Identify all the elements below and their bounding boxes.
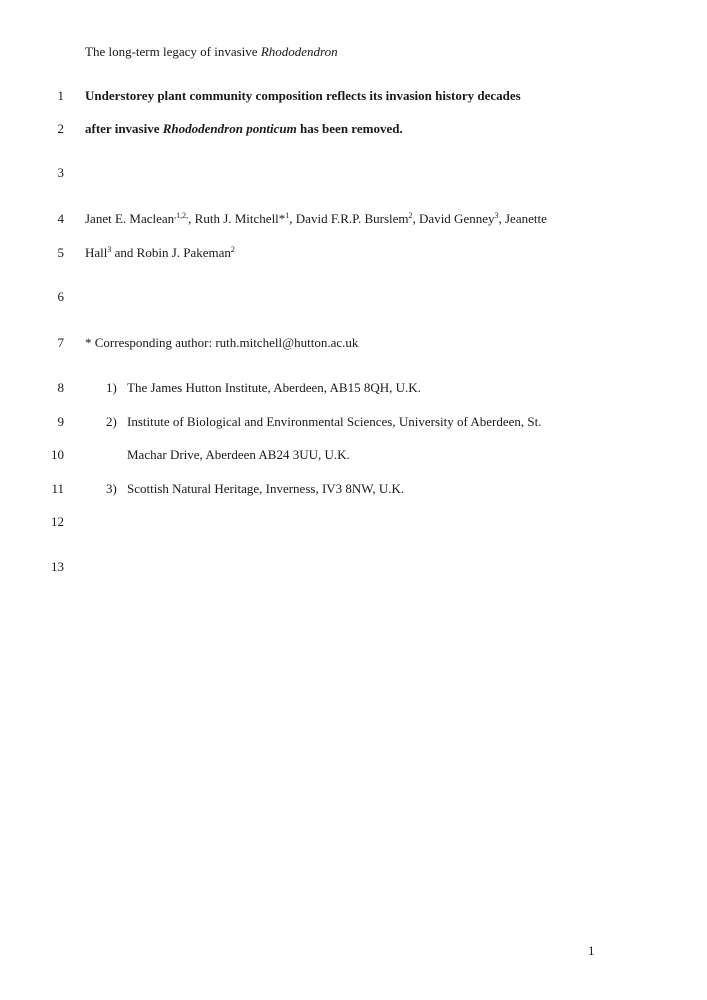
author-affiliation-marker: 3 — [107, 245, 112, 254]
line-number: 12 — [51, 514, 64, 529]
affiliation-text: Scottish Natural Heritage, Inverness, IV3 8NW, U.K. — [127, 481, 405, 496]
affiliation-number: 2) — [106, 414, 117, 429]
corresponding-author: * Corresponding author: ruth.mitchell@hutton.ac.uk — [85, 335, 359, 350]
author-name: Hall — [85, 245, 108, 260]
line-number: 3 — [57, 165, 64, 180]
author-line-2 — [85, 245, 235, 261]
author-affiliation-marker: ,1,2, — [174, 211, 189, 220]
title-species-italic: Rhododendron ponticum — [162, 121, 297, 136]
line-number: 13 — [51, 559, 64, 574]
line-number: 6 — [57, 289, 64, 304]
affiliation-number: 1) — [106, 380, 117, 395]
author-name: , David F.R.P. Burslem — [289, 211, 409, 226]
author-affiliation-marker: 2 — [230, 245, 235, 254]
affiliation-text: Institute of Biological and Environmental Sciences, University of Aberdeen, St. — [127, 414, 542, 429]
paper-title-line-2 — [85, 121, 403, 137]
author-line-1 — [85, 211, 547, 227]
page-number: 1 — [588, 943, 595, 958]
title-text: has been removed. — [296, 121, 403, 136]
line-number: 9 — [57, 414, 64, 429]
affiliation-text: The James Hutton Institute, Aberdeen, AB15 8QH, U.K. — [127, 380, 421, 395]
author-affiliation-marker: 3 — [494, 211, 499, 220]
line-number: 7 — [57, 335, 64, 350]
author-name: Janet E. Maclean — [85, 211, 175, 226]
author-affiliation-marker: 1 — [285, 211, 290, 220]
line-number: 5 — [57, 245, 64, 260]
paper-title-line-1: Understorey plant community composition reflects its invasion history decades — [85, 88, 521, 103]
running-header — [85, 44, 338, 60]
author-affiliation-marker: 2 — [408, 211, 413, 220]
author-name: , Jeanette — [498, 211, 547, 226]
line-number: 1 — [57, 88, 64, 103]
author-name: and Robin J. Pakeman — [111, 245, 231, 260]
running-header-italic: Rhododendron — [260, 44, 338, 59]
running-header-text: The long-term legacy of invasive — [85, 44, 261, 59]
affiliation-number: 3) — [106, 481, 117, 496]
title-text: after invasive — [85, 121, 163, 136]
line-number: 11 — [51, 481, 64, 496]
author-name: , Ruth J. Mitchell* — [188, 211, 286, 226]
line-number: 8 — [57, 380, 64, 395]
line-number: 2 — [57, 121, 64, 136]
author-name: , David Genney — [412, 211, 495, 226]
line-number: 10 — [51, 447, 64, 462]
affiliation-text-continued: Machar Drive, Aberdeen AB24 3UU, U.K. — [127, 447, 350, 462]
line-number: 4 — [57, 211, 64, 226]
